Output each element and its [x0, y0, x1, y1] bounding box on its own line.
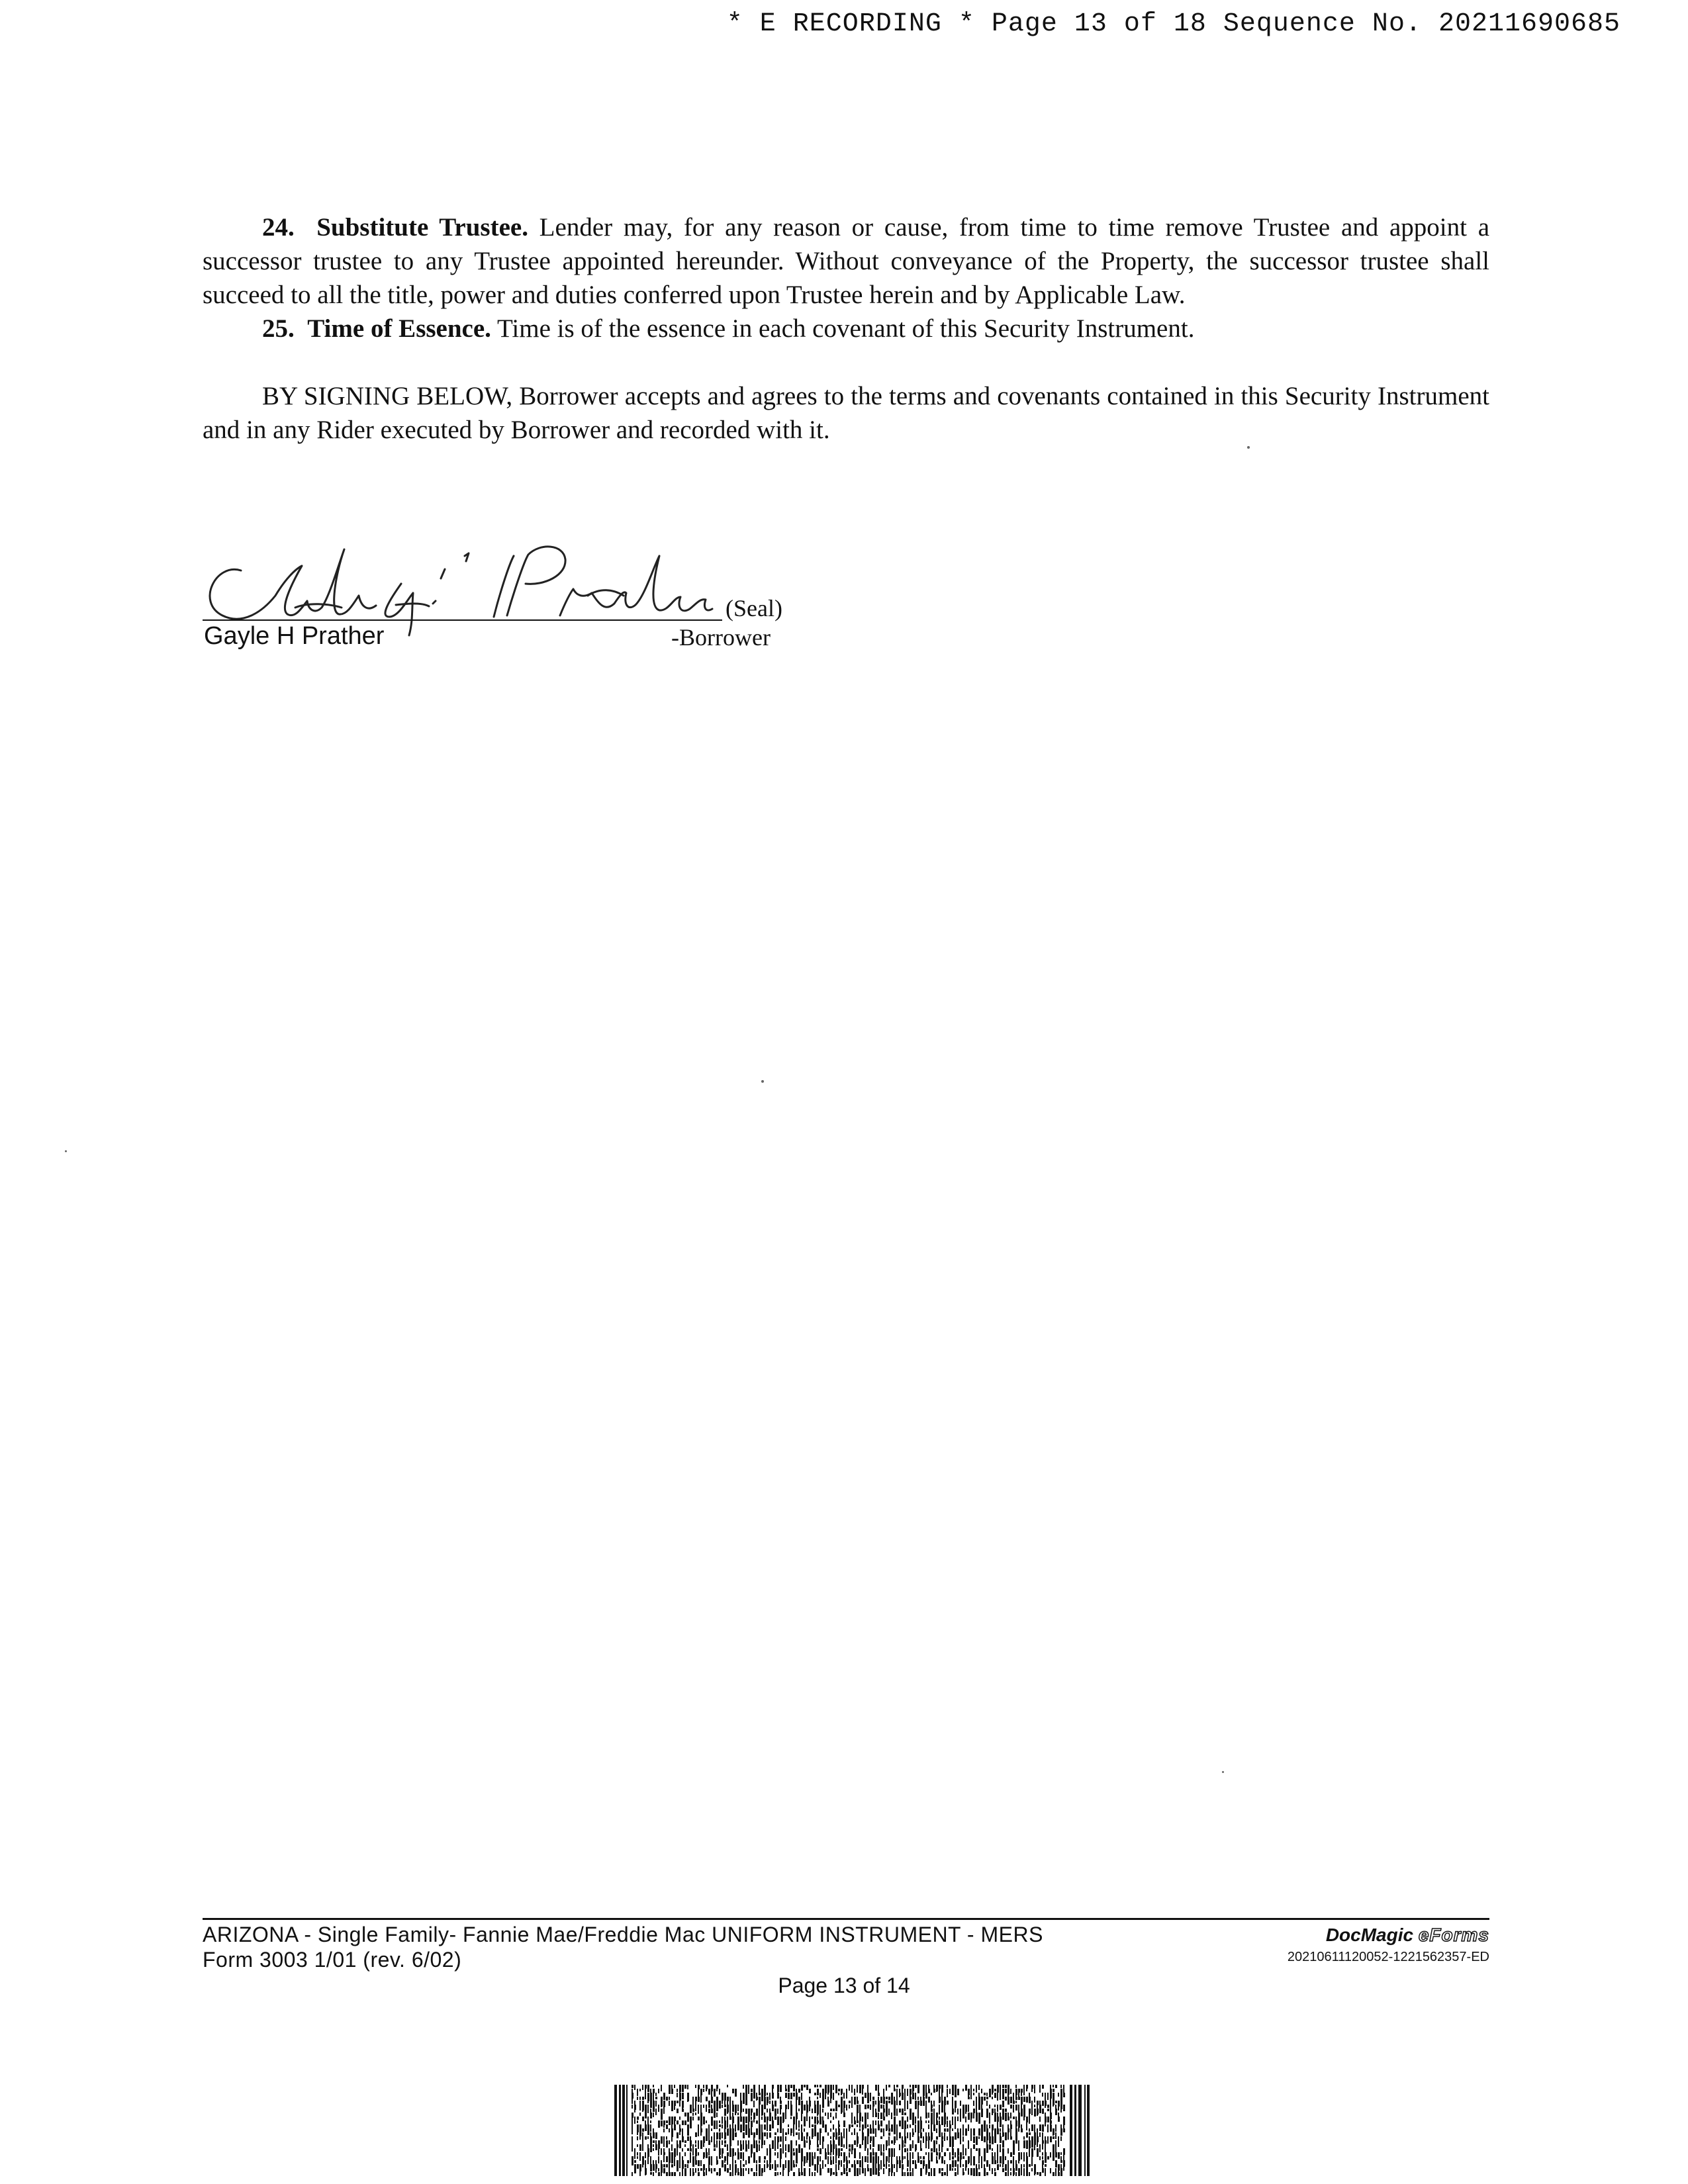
page-number: Page 13 of 14 [778, 1974, 910, 1997]
scan-speck [65, 1150, 67, 1152]
footer-form-info [203, 1922, 1043, 1972]
section-25 [203, 312, 1489, 345]
form-title: ARIZONA - Single Family- Fannie Mae/Freddie Mac UNIFORM INSTRUMENT - MERS [203, 1923, 1043, 1946]
signature-line [203, 619, 722, 621]
brand-suffix: eForms [1418, 1925, 1489, 1945]
closing-statement: BY SIGNING BELOW, Borrower accepts and agrees to the terms and covenants contained in this Security Instrument and in any Rider executed by Borrower and recorded with it. [203, 382, 1489, 444]
scan-speck [761, 1080, 764, 1083]
footer-brand [1288, 1925, 1489, 1965]
section-number: 25. [262, 314, 295, 343]
section-text: Lender may, for any reason or cause, from time to time remove Trustee and appoint a successor trustee to any Trustee appointed hereunder. Without conveyance of the Property, the successor trustee shall succeed to all the title, power and duties conferred upon Trustee herein and by Applicable Law. [203, 213, 1490, 309]
scan-speck [1247, 446, 1250, 449]
brand-name: DocMagic [1325, 1925, 1414, 1945]
borrower-role: -Borrower [671, 624, 771, 651]
seal-label: (Seal) [726, 595, 782, 621]
recording-stamp: * E RECORDING * Page 13 of 18 Sequence No. 20211690685 [726, 9, 1620, 39]
footer-divider [203, 1918, 1489, 1920]
docmagic-logo [1288, 1925, 1489, 1946]
borrower-name: Gayle H Prather [204, 622, 385, 650]
section-24 [203, 210, 1489, 312]
barcode [614, 2085, 1090, 2176]
document-id: 20210611120052-1221562357-ED [1287, 1950, 1489, 1964]
section-title: Time of Essence. [307, 314, 491, 343]
document-body [203, 210, 1489, 447]
section-text: Time is of the essence in each covenant of this Security Instrument. [491, 314, 1195, 343]
section-number: 24. [262, 213, 295, 242]
form-number: Form 3003 1/01 (rev. 6/02) [203, 1948, 462, 1972]
scan-speck [1222, 1771, 1224, 1773]
section-title: Substitute Trustee. [316, 213, 528, 242]
signature-block [203, 529, 798, 662]
